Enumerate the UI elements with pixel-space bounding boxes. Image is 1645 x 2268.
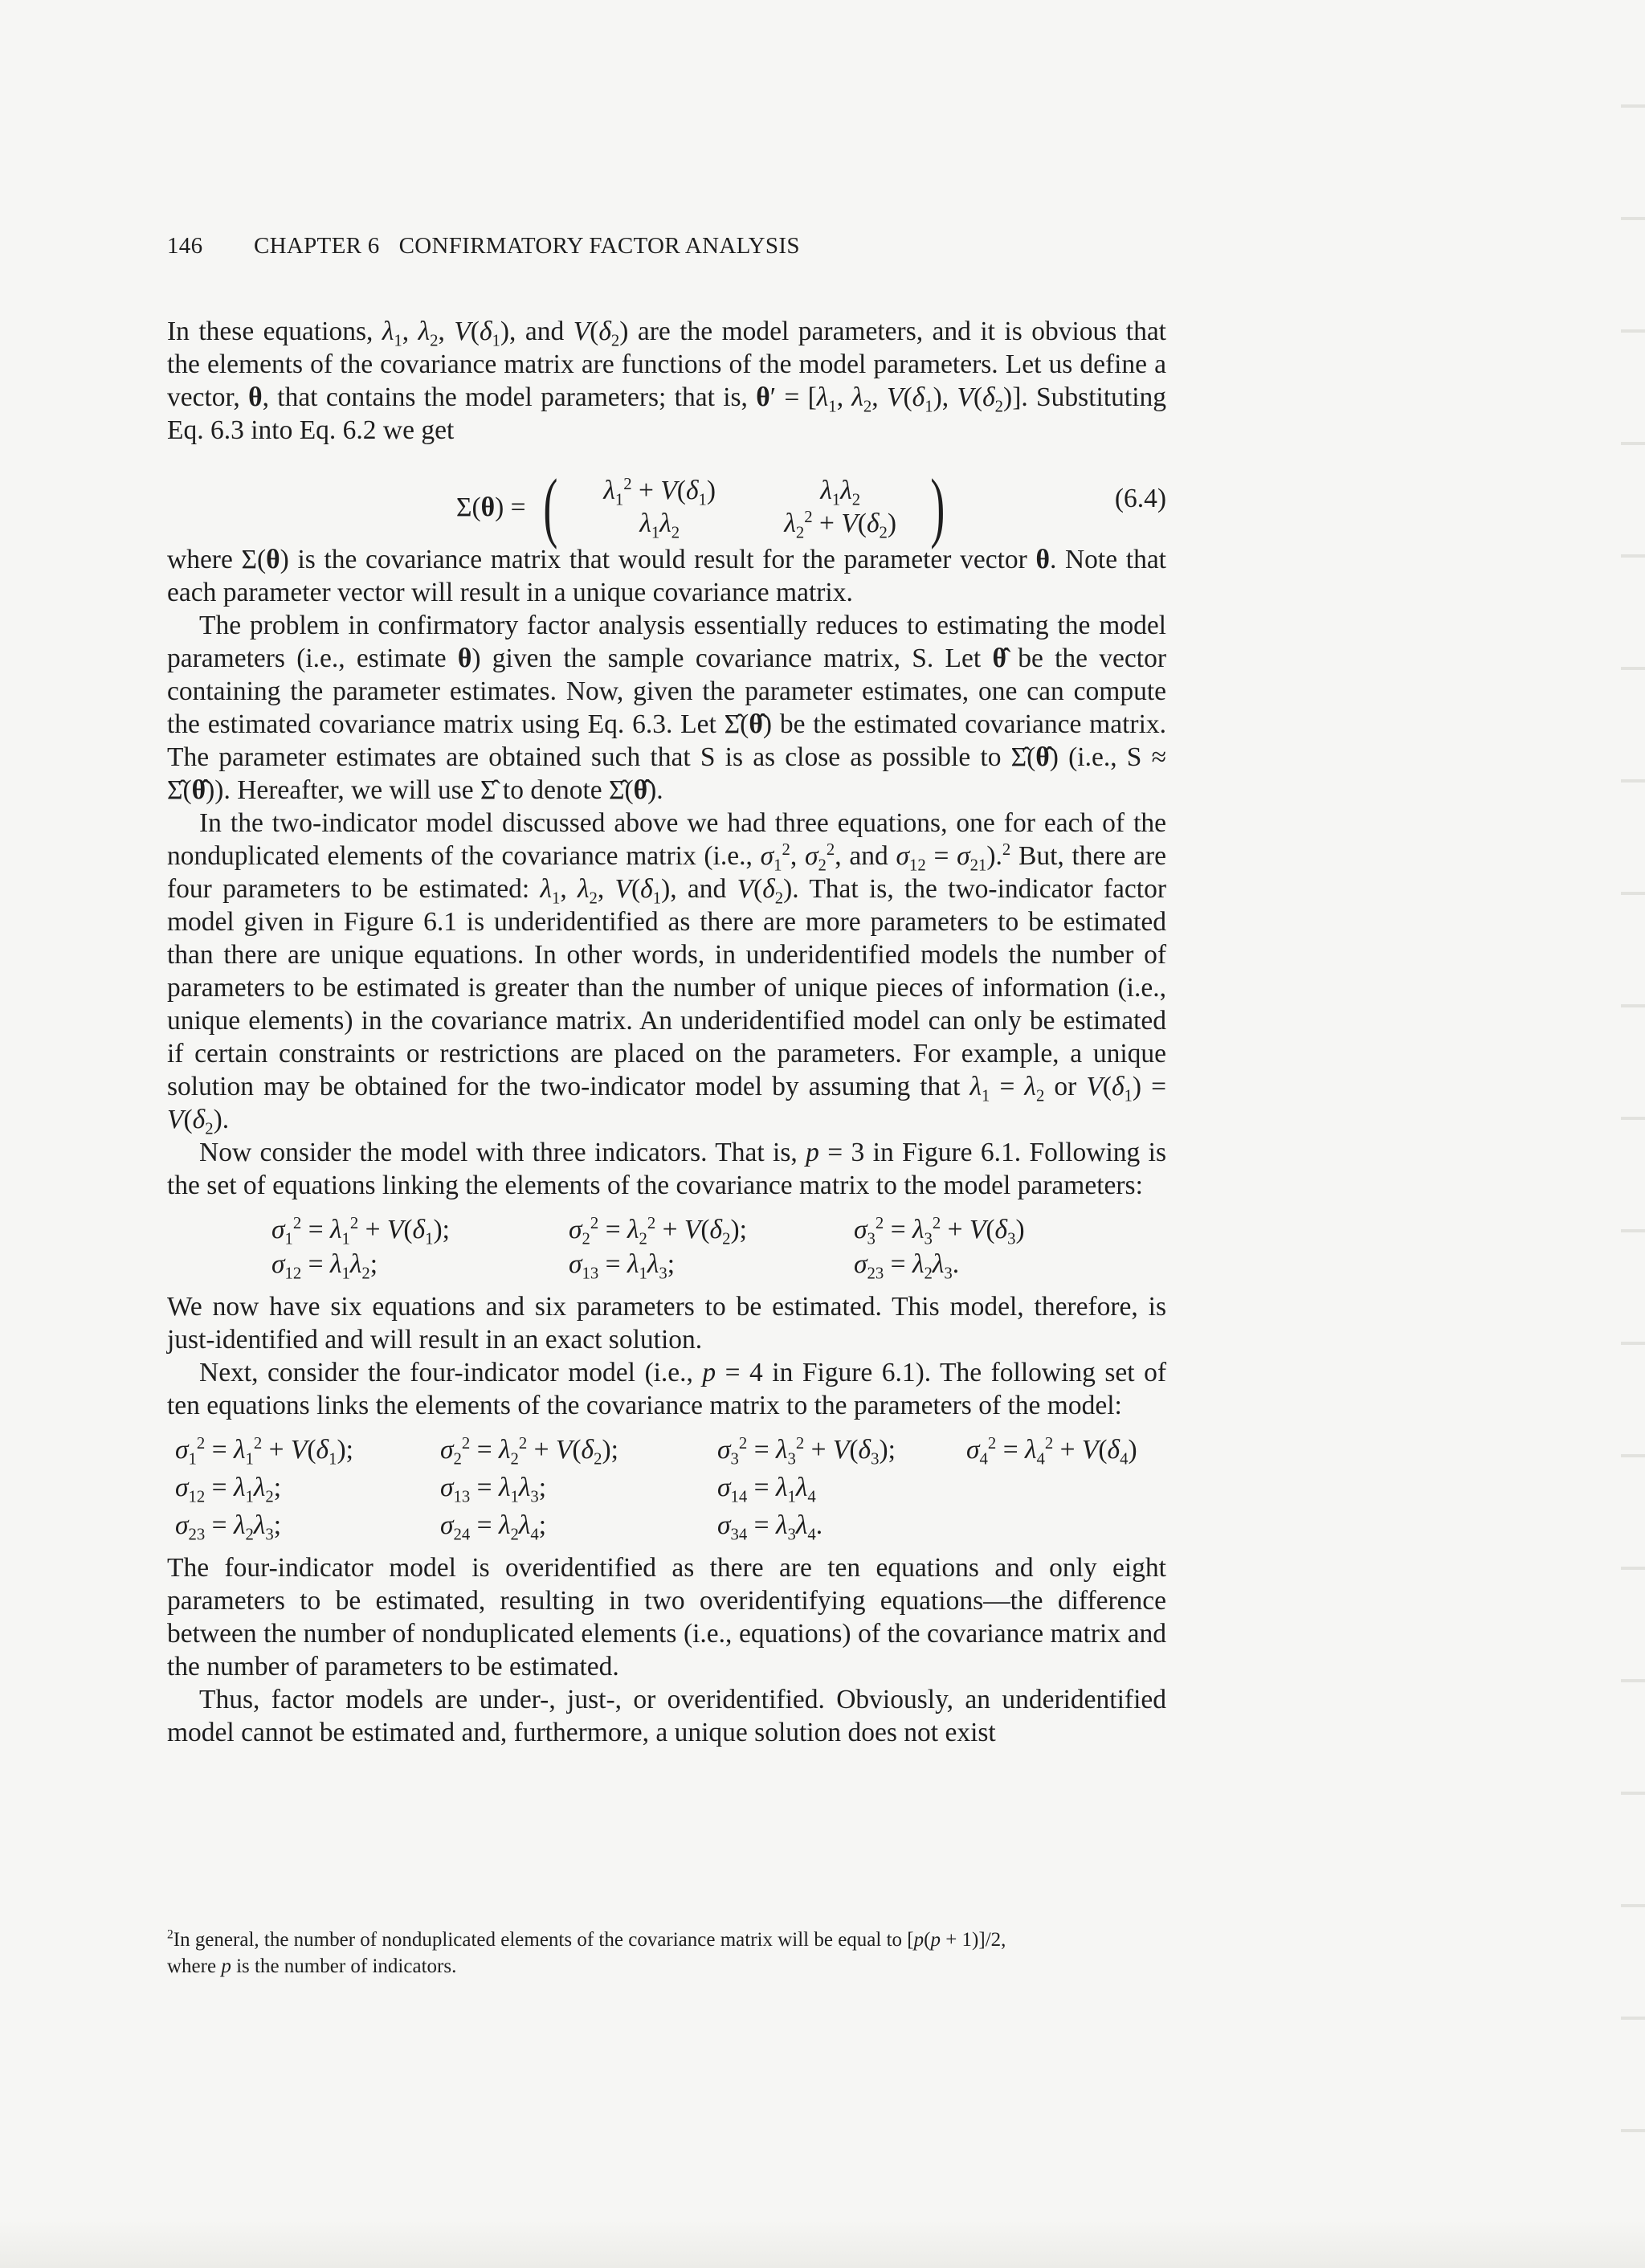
paragraph-5: Now consider the model with three indicators. That is, p = 3 in Figure 6.1. Following is the set of equations linking the elements of the covariance matrix to the model parameters: [167,1138,1166,1200]
paragraph-3: The problem in confirmatory factor analysis essentially reduces to estimating the model parameters (i.e., estimate θ) given the sample covariance matrix, S. Let θ̂ be the vector containing the parameter estimates. Now, given the parameter estimates, one can compute the estimated covariance matrix using Eq. 6.3. Let Σ̂(θ̂) be the estimated covariance matrix. The parameter estimates are obtained such that S is as close as possible to Σ̂(θ̂) (i.e., S ≈ Σ̂(θ̂)). Hereafter, we will use Σ̂ to denote Σ̂(θ̂). [167,611,1166,805]
equation: $\sigma_{23} = \lambda_2\lambda_3$. [854,1249,960,1283]
equation: $\sigma_{24} = \lambda_2\lambda_4$; [440,1510,547,1544]
paragraph-1: In these equations, $\lambda_1$, $\lambda_2$, $V(\delta_1)$, and $V(\delta_2)$ are the model parameters, and it is obvious that the elements of the covariance matrix are functions of the model parameters. Let us define a vector, θ, that contains the model parameters; that is, $\theta' = [\lambda_1$, $\lambda_2$, $V(\delta_1)$, $V(\delta_2)$]. Substituting Eq. 6.3 into Eq. 6.2 we get [167,317,1167,445]
equation: $\sigma_2^2 = \lambda_2^2 + V(\delta_2)$; [440,1433,618,1469]
chapter-title: CONFIRMATORY FACTOR ANALYSIS [398,233,800,259]
three-indicator-equations [167,1213,1166,1281]
equation-6-4: Σ(θ) = ( $\lambda_1^2 + V(\delta_1)$ $\lambda_1\lambda_2$ $\lambda_1\lambda_2$ $\lambda_2^2 + V(\delta_2)$ ) (6.4) [456,464,1166,550]
equation: $\sigma_1^2 = \lambda_1^2 + V(\delta_1)$; [271,1213,450,1248]
equation: $\sigma_2^2 = \lambda_2^2 + V(\delta_2)$; [569,1213,747,1248]
equation: $\sigma_{13} = \lambda_1\lambda_3$; [569,1249,676,1283]
equation: $\sigma_4^2 = \lambda_4^2 + V(\delta_4)$ [966,1433,1137,1469]
equation: $\sigma_{12} = \lambda_1\lambda_2$; [175,1473,282,1506]
main-text [167,315,1166,1749]
equation: $\sigma_1^2 = \lambda_1^2 + V(\delta_1)$; [175,1433,353,1469]
equation: $\sigma_3^2 = \lambda_3^2 + V(\delta_3)$ [854,1213,1025,1248]
paragraph-9: Thus, factor models are under-, just-, or overidentified. Obviously, an underidentified model cannot be estimated and, furthermore, a unique solution does not exist [167,1685,1166,1747]
equation: $\sigma_{14} = \lambda_1\lambda_4$ [717,1473,816,1506]
paragraph-8: The four-indicator model is overidentified as there are ten equations and only eight parameters to be estimated, resulting in two overidentifying equations—the difference between the number of nonduplicated elements (i.e., equations) of the covariance matrix and the number of parameters to be estimated. [167,1553,1166,1682]
chapter-label: CHAPTER 6 [254,233,380,259]
equation: $\sigma_3^2 = \lambda_3^2 + V(\delta_3)$; [717,1433,896,1469]
paragraph-4: In the two-indicator model discussed above we had three equations, one for each of the nonduplicated elements of the covariance matrix (i.e., $\sigma_1^2$, $\sigma_2^2$, and $\sigma_{12} = \sigma_{21}).^2$ But, there are four parameters to be estimated: $\lambda_1$, $\lambda_2$, $V(\delta_1)$, and $V(\delta_2)$. That is, the two-indicator factor model given in Figure 6.1 is underidentified as there are more parameters to be estimated than there are unique equations. In other words, in underidentified models the number of parameters to be estimated is greater than the number of unique pieces of information (i.e., unique elements) in the covariance matrix. An underidentified model can only be estimated if certain constraints or restrictions are placed on the parameters. For example, a unique solution may be obtained for the two-indicator model by assuming that $\lambda_1 = \lambda_2$ or $V(\delta_1) = V(\delta_2)$. [167,808,1167,1138]
equation: $\sigma_{23} = \lambda_2\lambda_3$; [175,1510,282,1544]
scan-shadow [0,2220,1645,2268]
footnote: $^2$In general, the number of nonduplicated elements of the covariance matrix will be equal to [p(p + 1)]/2, where p is the number of indicators. [167,1927,1006,1977]
four-indicator-equations [167,1433,1166,1542]
equation: $\sigma_{13} = \lambda_1\lambda_3$; [440,1473,547,1506]
paragraph-6: We now have six equations and six parameters to be estimated. This model, therefore, is just-identified and will result in an exact solution. [167,1292,1166,1355]
paragraph-2: where Σ(θ) is the covariance matrix that would result for the parameter vector θ. Note that each parameter vector will result in a unique covariance matrix. [167,545,1166,607]
running-header [167,233,1171,259]
page-number: 146 [167,233,203,259]
page-edge [1621,0,1645,2268]
equation: $\sigma_{34} = \lambda_3\lambda_4$. [717,1510,823,1544]
equation-number: (6.4) [1114,484,1166,513]
equation: $\sigma_{12} = \lambda_1\lambda_2$; [271,1249,378,1283]
paragraph-7: Next, consider the four-indicator model (i.e., p = 4 in Figure 6.1). The following set of ten equations links the elements of the covariance matrix to the parameters of the model: [167,1358,1166,1420]
